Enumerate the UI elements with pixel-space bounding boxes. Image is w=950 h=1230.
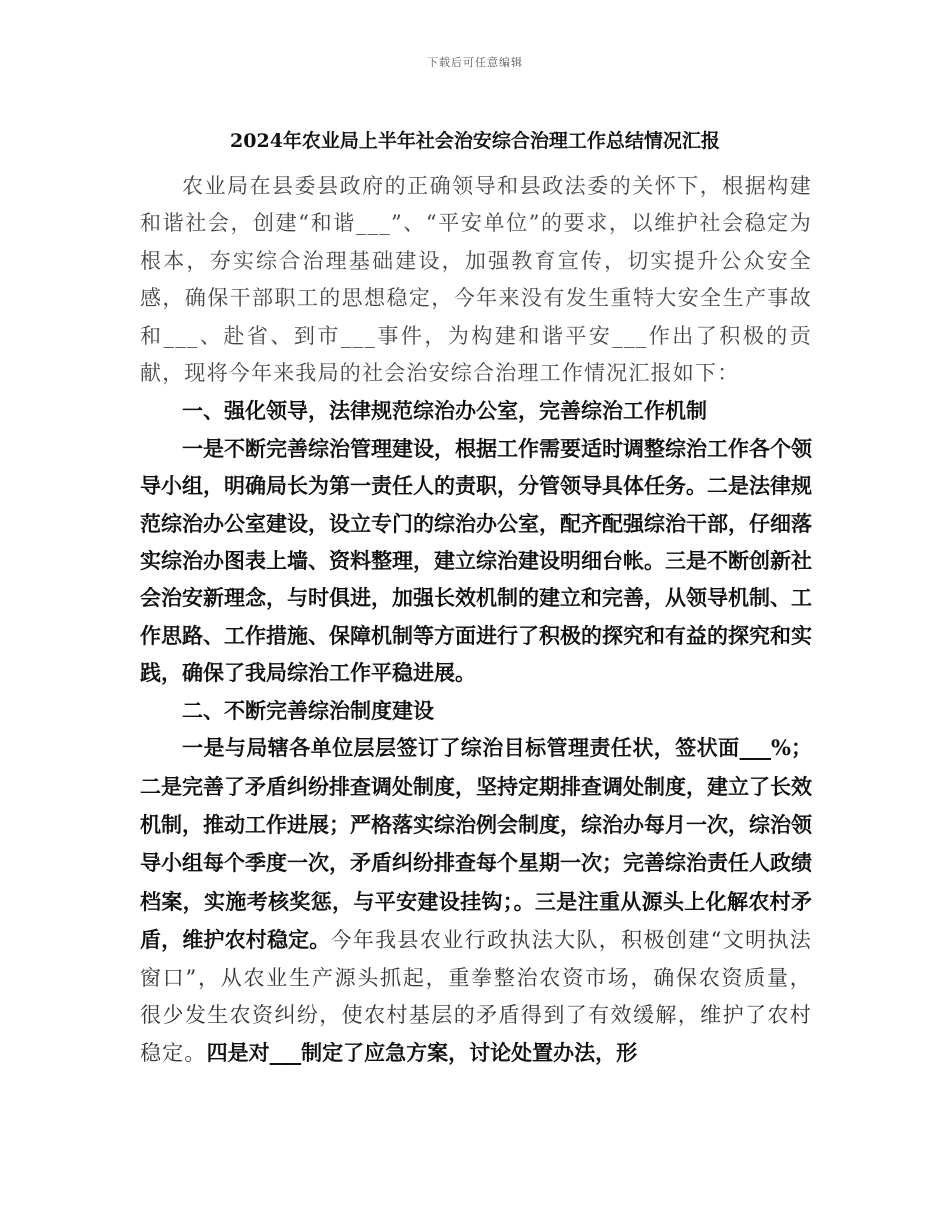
section2-paragraph bbox=[140, 729, 812, 1073]
page-header-note: 下载后可任意编辑 bbox=[427, 56, 523, 69]
intro-paragraph: 农业局在县委县政府的正确领导和县政法委的关怀下，根据构建和谐社会，创建“和谐___”、“平安单位”的要求，以维护社会稳定为根本，夯实综合治理基础建设，加强教育宣传，切实提升公众安全感，确保干部职工的思想稳定，今年来没有发生重特大安全生产事故和___、赴省、到市___事件，为构建和谐平安___作出了积极的贡献，现将今年来我局的社会治安综合治理工作情况汇报如下： bbox=[140, 174, 812, 386]
section1-heading: 一、强化领导，法律规范综治办公室，完善综治工作机制 bbox=[182, 398, 707, 424]
document-body bbox=[140, 168, 812, 1073]
document-title: 2024年农业局上半年社会治安综合治理工作总结情况汇报 bbox=[230, 130, 720, 152]
section2-heading: 二、不断完善综治制度建设 bbox=[182, 697, 434, 723]
section2-bold-text: 一是与局辖各单位层层签订了综治目标管理责任状，签状面___%；二是完善了矛盾纠纷排查调处制度，坚持定期排查调处制度，建立了长效机制，推动工作进展；严格落实综治例会制度，综治办每月一次，综治领导小组每个季度一次，矛盾纠纷排查每个星期一次；完善综治责任人政绩档案，实施考核奖惩，与平安建设挂钩；。三是注重从源头上化解农村矛盾，维护农村稳定。 bbox=[140, 735, 812, 953]
section2-bold-text-2: 四是对___制定了应急方案，讨论处置办法，形 bbox=[206, 1040, 638, 1066]
section2-normal-text: 今年我县农业行政执法大队，积极创建“文明执法窗口”，从农业生产源头抓起，重拳整治农资市场，确保农资质量，很少发生农资纠纷，使农村基层的矛盾得到了有效缓解，维护了农村稳定。 bbox=[140, 928, 813, 1066]
section1-paragraph: 一是不断完善综治管理建设，根据工作需要适时调整综治工作各个领导小组，明确局长为第一责任人的责职，分管领导具体任务。二是法律规范综治办公室建设，设立专门的综治办公室，配齐配强综治干部，仔细落实综治办图表上墙、资料整理，建立综治建设明细台帐。三是不断创新社会治安新理念，与时俱进，加强长效机制的建立和完善，从领导机制、工作思路、工作措施、保障机制等方面进行了积极的探究和有益的探究和实践，确保了我局综治工作平稳进展。 bbox=[140, 435, 812, 686]
